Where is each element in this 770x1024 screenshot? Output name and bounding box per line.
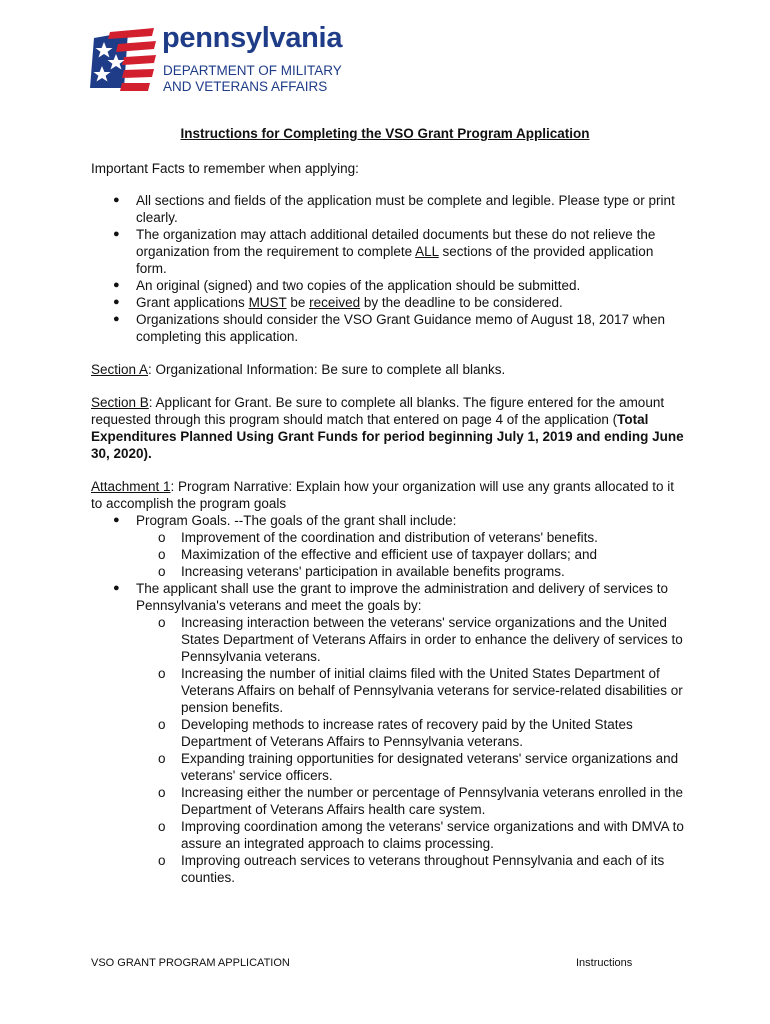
goal-item: o Increasing veterans' participation in available benefits programs. (158, 564, 565, 579)
use-item: o Increasing interaction between the veterans' service organizations and the United States Department of Veterans Affairs in order to enhance the delivery of services to Pennsylvania veterans. (158, 615, 683, 664)
sub-bullet-icon: o (158, 751, 166, 766)
sub-bullet-icon: o (158, 717, 166, 732)
bullet-icon: ● (113, 296, 120, 308)
document-body (91, 160, 686, 886)
bullet-icon: ● (113, 279, 120, 291)
use-item: o Improving outreach services to veterans throughout Pennsylvania and each of its counties. (158, 853, 665, 885)
logo-dept-line1: DEPARTMENT OF MILITARY (163, 63, 342, 78)
use-item: o Expanding training opportunities for designated veterans' service organizations and veterans' service officers. (158, 751, 679, 783)
section-a-label: Section A (91, 362, 149, 377)
footer-document-name: VSO GRANT PROGRAM APPLICATION (91, 957, 290, 969)
section-a-paragraph: Section A: Organizational Information: Be sure to complete all blanks. (91, 362, 506, 377)
attachment-1-list (91, 512, 686, 886)
attachment-1-paragraph: Attachment 1: Program Narrative: Explain how your organization will use any grants allocated to it to accomplish the program goals (91, 479, 675, 511)
uses-sublist (136, 614, 686, 886)
logo-wordmark: pennsylvania (162, 22, 343, 54)
footer-section-name: Instructions (576, 957, 633, 969)
grant-use-item: ● The applicant shall use the grant to improve the administration and delivery of services to Pennsylvania's veterans and meet the goals by: o Increasing interaction between the veterans' service organizations and the United States Department of Veterans Affairs in order to enhance the delivery of services to Pennsylvania veterans. o Increasing the number of initial claims filed with the United States Department of Veterans Affairs on behalf of Pennsylvania veterans for service-related disabilities or pension benefits. o Developing methods to increase rates of recovery paid by the United States Department of Veterans Affairs to Pennsylvania veterans. o Expanding training opportunities for designated veterans' service organizations and veterans' service officers. o Increasing either the number or percentage of Pennsylvania veterans enrolled in the Department of Veterans Affairs health care system. o Improving coordination among the veterans' service organizations and with DMVA to assure an integrated approach to claims processing. o Improving outreach services to veterans throughout Pennsylvania and each of its counties. (91, 580, 686, 886)
fact-item: ● An original (signed) and two copies of the application should be submitted. (113, 278, 581, 293)
fact-item: ● Grant applications MUST be received by the deadline to be considered. (113, 295, 563, 310)
bullet-icon: ● (113, 582, 120, 594)
fact-item: ● Organizations should consider the VSO Grant Guidance memo of August 18, 2017 when completing this application. (113, 312, 666, 344)
goal-item: o Improvement of the coordination and distribution of veterans' benefits. (158, 530, 598, 545)
bullet-icon: ● (113, 194, 120, 206)
bullet-icon: ● (113, 514, 120, 526)
flag-stars-icon (88, 28, 158, 92)
goal-item: o Maximization of the effective and efficient use of taxpayer dollars; and (158, 547, 597, 562)
sub-bullet-icon: o (158, 530, 166, 545)
sub-bullet-icon: o (158, 564, 166, 579)
document-title: Instructions for Completing the VSO Grant Program Application (180, 126, 590, 141)
sub-bullet-icon: o (158, 666, 166, 681)
bullet-icon: ● (113, 228, 120, 240)
goals-sublist (136, 529, 686, 580)
program-goals-item: ● Program Goals. --The goals of the grant shall include: o Improvement of the coordination and distribution of veterans' benefits. o Maximization of the effective and efficient use of taxpayer dollars; and o Increasing veterans' participation in available benefits programs. (91, 512, 686, 580)
attachment-1-label: Attachment 1 (91, 479, 171, 494)
fact-item: ● All sections and fields of the application must be complete and legible. Please type or print clearly. (113, 193, 675, 225)
sub-bullet-icon: o (158, 819, 166, 834)
use-item: o Increasing the number of initial claims filed with the United States Department of Veterans Affairs on behalf of Pennsylvania veterans for service-related disabilities or pension benefits. (158, 666, 683, 715)
pa-dmva-logo (88, 24, 358, 96)
facts-list (91, 192, 686, 345)
sub-bullet-icon: o (158, 853, 166, 868)
section-b-paragraph: Section B: Applicant for Grant. Be sure to complete all blanks. The figure entered for the amount requested through this program should match that entered on page 4 of the application (Total Expenditures Planned Using Grant Funds for period beginning July 1, 2019 and ending June 30, 2020). (91, 395, 684, 461)
sub-bullet-icon: o (158, 615, 166, 630)
sub-bullet-icon: o (158, 547, 166, 562)
use-item: o Developing methods to increase rates of recovery paid by the United States Department of Veterans Affairs to Pennsylvania veterans. (158, 717, 633, 749)
intro-text: Important Facts to remember when applying: (91, 161, 359, 176)
logo-dept-line2: AND VETERANS AFFAIRS (163, 78, 328, 94)
bullet-icon: ● (113, 313, 120, 325)
logo-department (163, 63, 342, 94)
use-item: o Improving coordination among the veterans' service organizations and with DMVA to assure an integrated approach to claims processing. (158, 819, 684, 851)
fact-item: ● The organization may attach additional detailed documents but these do not relieve the organization from the requirement to complete ALL sections of the provided application form. (113, 227, 656, 276)
section-b-label: Section B (91, 395, 149, 410)
sub-bullet-icon: o (158, 785, 166, 800)
use-item: o Increasing either the number or percentage of Pennsylvania veterans enrolled in the Department of Veterans Affairs health care system. (158, 785, 684, 817)
